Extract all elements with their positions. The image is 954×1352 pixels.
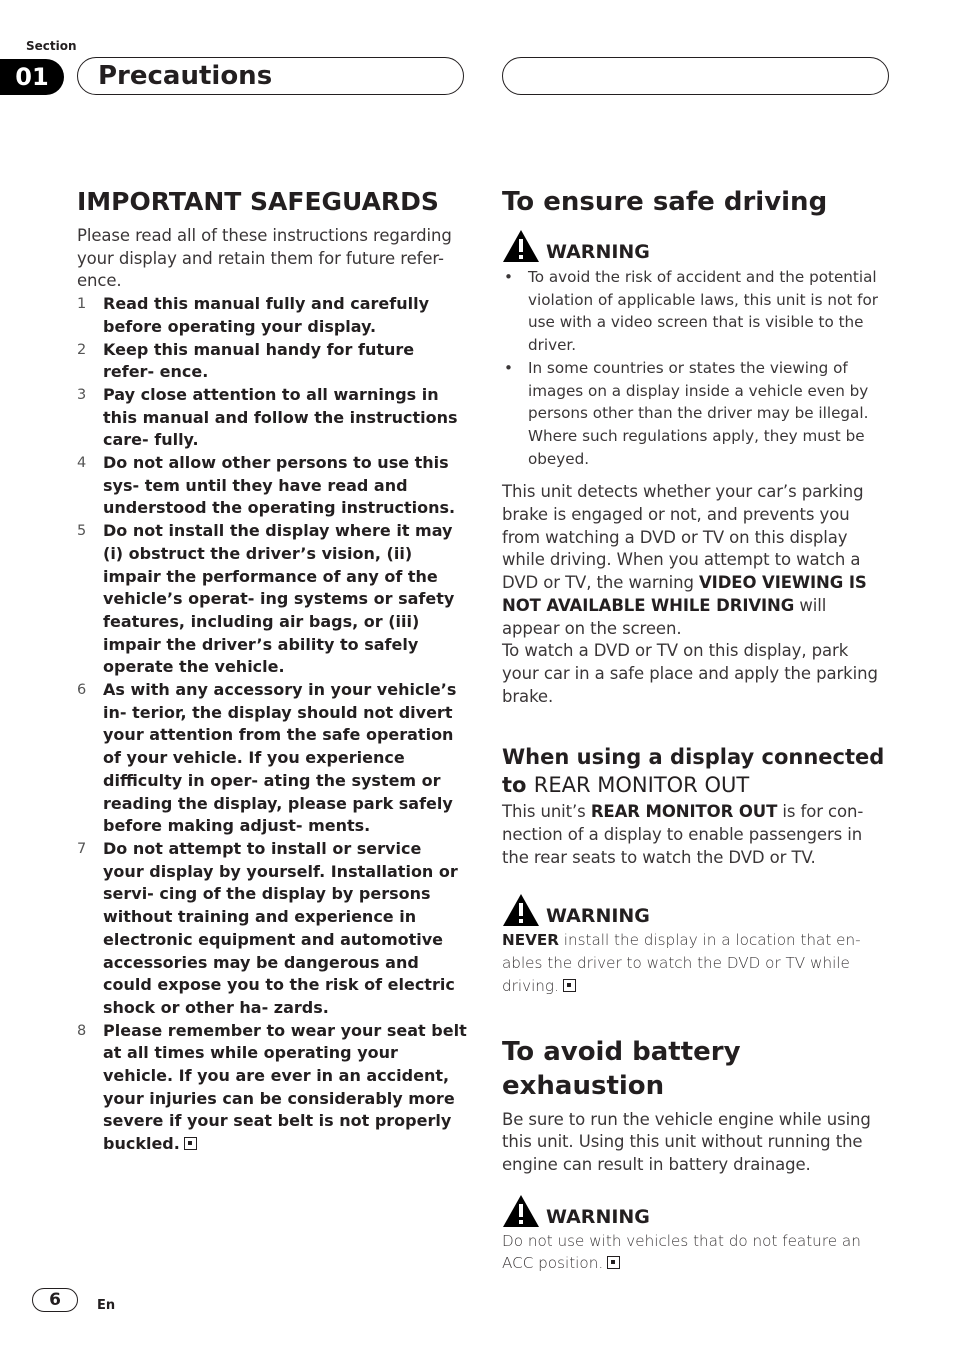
- warning-triangle-icon: [502, 1194, 540, 1228]
- chapter-title: Precautions: [98, 61, 273, 91]
- safeguards-intro: Please read all of these instructions regarding your display and retain them for future refer- ence.: [77, 226, 452, 291]
- warning-label: WARNING: [546, 905, 650, 928]
- list-item: 3 Pay close attention to all warnings in this manual and follow the instructions care- fully.: [77, 384, 458, 450]
- list-item: • To avoid the risk of accident and the potential violation of applicable laws, this unit is not for use with a video screen that is visible to the driver.: [504, 268, 878, 355]
- warning-triangle-icon: [502, 893, 540, 927]
- end-of-section-icon: [184, 1137, 197, 1150]
- section-number-tab: 01: [0, 59, 64, 95]
- chapter-title-frame: [77, 57, 464, 95]
- list-item: • In some countries or states the viewing of images on a display inside a vehicle even by persons other than the driver may be illegal. Where such regulations apply, they must be obeyed.: [504, 358, 869, 468]
- language-code: En: [97, 1298, 116, 1313]
- end-of-section-icon: [607, 1256, 620, 1269]
- end-of-section-icon: [563, 979, 576, 992]
- safeguards-list: [77, 293, 467, 1156]
- warning-header: [502, 235, 888, 263]
- left-column: [77, 185, 467, 1156]
- warning-label: WARNING: [546, 1205, 650, 1228]
- important-safeguards-heading: IMPORTANT SAFEGUARDS: [77, 187, 439, 216]
- list-item: 6 As with any accessory in your vehicle’s in- terior, the display should not divert your attention from the safe operation of your vehicle. If you experience difficulty in oper- ating the system or reading the display, please park safely before making adjust- ments.: [77, 680, 457, 836]
- battery-heading: To avoid battery exhaustion: [502, 1036, 741, 1101]
- warning-header: [502, 1200, 888, 1228]
- rear-monitor-paragraph: This unit’s REAR MONITOR OUT is for con- nection of a display to enable passengers in the rear seats to watch the DVD or TV.: [502, 802, 864, 867]
- right-column: [502, 185, 888, 1275]
- list-item: 4 Do not allow other persons to use this sys- tem until they have read and understood the operating instructions.: [77, 453, 456, 518]
- battery-warning-text: Do not use with vehicles that do not feature an ACC position.: [502, 1231, 861, 1273]
- rear-monitor-warning-text: NEVER install the display in a location that en- ables the driver to watch the DVD or TV while driving.: [502, 931, 861, 995]
- page-number: 6: [32, 1288, 78, 1312]
- empty-header-frame: [502, 57, 889, 95]
- list-item: 7 Do not attempt to install or service your display by yourself. Installation or servi- cing of the display by persons without training and experience in electronic equipment and automotive accessories may be dangerous and could expose you to the risk of electric shock or other ha- zards.: [77, 838, 458, 1017]
- parking-brake-paragraph: This unit detects whether your car’s parking brake is engaged or not, and prevents you from watching a DVD or TV on this display while driving. When you attempt to watch a DVD or TV, the warning VIDEO VIEWING IS NOT AVAILABLE WHILE DRIVING will appear on the screen.: [502, 482, 867, 638]
- list-item: 8 Please remember to wear your seat belt at all times while operating your vehicle. If you are ever in an accident, your injuries can be considerably more severe if your seat belt is not properly buckled.: [77, 1020, 467, 1154]
- list-item: 5 Do not install the display where it may (i) obstruct the driver’s vision, (ii) impair the performance of any of the vehicle’s operat- ing systems or safety features, including air bags, or (iii) impair the driver’s ability to safely operate the vehicle.: [77, 521, 455, 677]
- battery-paragraph: Be sure to run the vehicle engine while using this unit. Using this unit without running the engine can result in battery drainage.: [502, 1109, 871, 1174]
- safe-driving-heading: To ensure safe driving: [502, 187, 828, 217]
- bullet-icon: •: [504, 358, 513, 377]
- warning-triangle-icon: [502, 229, 540, 263]
- warning-label: WARNING: [546, 241, 650, 263]
- list-item: 1 Read this manual fully and carefully before operating your display.: [77, 294, 430, 336]
- warning-header: [502, 899, 888, 927]
- park-instruction-paragraph: To watch a DVD or TV on this display, park your car in a safe place and apply the parking brake.: [502, 641, 878, 706]
- section-label: Section: [26, 39, 77, 53]
- bullet-icon: •: [504, 268, 513, 286]
- list-item: 2 Keep this manual handy for future refer- ence.: [77, 339, 415, 382]
- rear-monitor-heading: When using a display connected to REAR MONITOR OUT: [502, 745, 885, 798]
- warning-bullet-list: [502, 266, 888, 470]
